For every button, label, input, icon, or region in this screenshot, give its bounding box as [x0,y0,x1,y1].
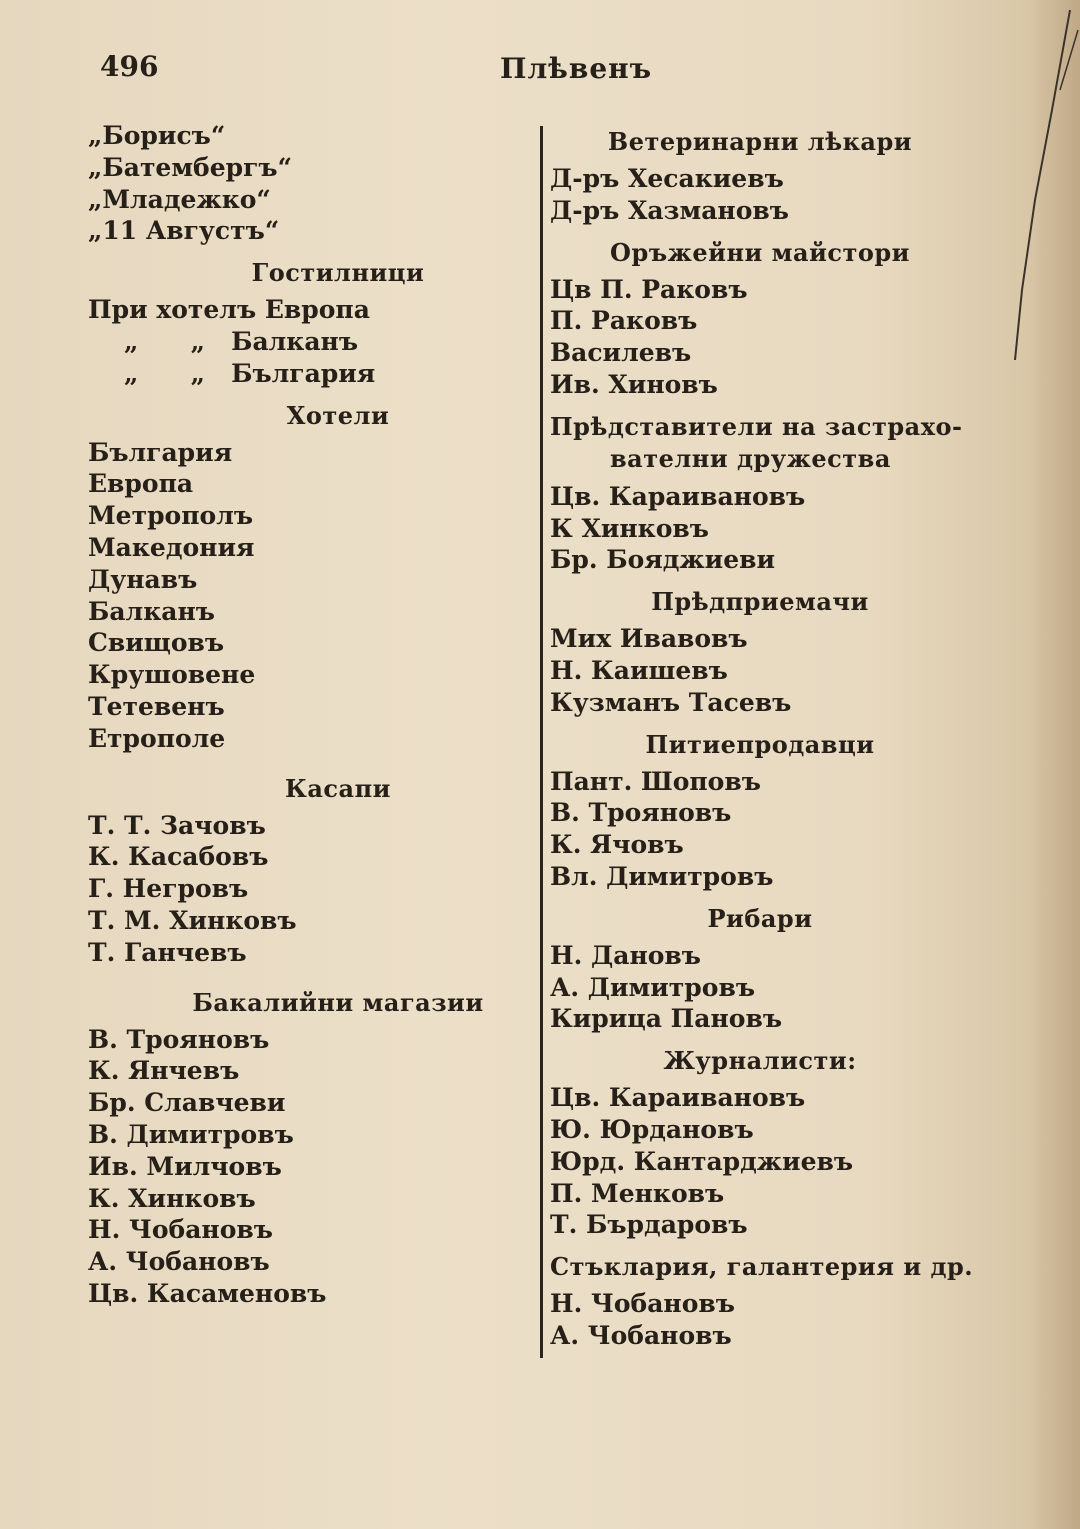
section-heading: Стъклария, галантерия и др. [550,1252,974,1282]
section-heading-line: Прѣдставители на застрахо- [550,411,963,441]
list-item: Кузманъ Тасевъ [550,687,792,717]
list-item: Бр. Бояджиеви [550,545,776,575]
section-heading: Гостилници [251,258,425,288]
list-item: Метрополъ [88,501,254,531]
list-item: П. Раковъ [550,306,698,336]
running-head: Плѣвенъ [500,52,653,85]
list-item: „Батембергъ“ [88,152,292,182]
list-item: Етрополе [88,723,226,753]
list-item: Свищовъ [88,628,225,658]
section-heading: Питиепродавци [645,729,875,759]
list-item: Д-ръ Хазмановъ [550,195,789,225]
list-item: Цв. Касаменовъ [88,1278,327,1308]
section-heading-line: вателни дружества [610,443,891,473]
list-item: А. Чобановъ [550,1320,732,1350]
section-heading: Бакалийни магазии [192,987,484,1017]
list-item: К. Касабовъ [88,842,269,872]
list-item: А. Чобановъ [88,1247,270,1277]
list-item: Вл. Димитровъ [550,861,774,891]
list-item: Цв П. Раковъ [550,274,748,304]
list-item: Цв. Караивановъ [550,1083,806,1113]
list-item: Тетевенъ [88,691,225,721]
list-item: Ю. Юрдановъ [550,1114,754,1144]
list-item: Т. М. Хинковъ [88,905,297,935]
list-item: „11 Августъ“ [88,216,280,246]
list-item: „Борисъ“ [88,121,226,150]
list-item: Европа [88,469,194,499]
list-item: В. Димитровъ [88,1119,294,1149]
list-item: Дунавъ [88,564,198,594]
list-item: „ „ Балканъ [124,326,359,356]
list-item: При хотелъ Европа [88,295,370,325]
section-heading: Рибари [707,903,813,933]
right-column [540,126,980,1352]
section-heading: Касапи [285,773,391,803]
list-item: К. Ячовъ [550,830,684,860]
list-item: П. Менковъ [550,1178,725,1208]
list-item: Н. Каишевъ [550,655,728,685]
list-item: Македония [88,532,255,562]
section-heading: Хотели [286,400,390,430]
list-item: Н. Чобановъ [550,1289,735,1319]
list-item: Бр. Славчеви [88,1088,286,1118]
list-item: Крушовене [88,660,256,690]
list-item: Пант. Шоповъ [550,766,761,796]
list-item: „Младежко“ [88,184,271,214]
list-item: К. Янчевъ [88,1056,240,1086]
list-item: Ив. Хиновъ [550,369,718,399]
list-item: Ив. Милчовъ [88,1151,282,1181]
list-item: България [88,437,233,467]
list-item: Василевъ [550,338,692,368]
list-item: Балканъ [88,596,215,626]
list-item: Т. Т. Зачовъ [88,810,266,840]
list-item: Т. Ганчевъ [88,937,247,967]
section-heading: Прѣдприемачи [651,587,869,617]
list-item: Мих Ивавовъ [550,624,748,654]
list-item: „ „ България [124,358,376,388]
section-heading: Оръжейни майстори [610,237,910,267]
list-item: К. Хинковъ [88,1183,256,1213]
list-item: В. Трояновъ [88,1024,270,1054]
list-item: Д-ръ Хесакиевъ [550,164,784,193]
pencil-mark-icon [990,0,1080,380]
list-item: Н. Чобановъ [88,1215,273,1245]
list-item: Н. Дановъ [550,940,701,970]
page-header [0,50,1080,100]
list-item: Цв. Караивановъ [550,481,806,511]
section-heading: Журналисти: [663,1046,857,1076]
list-item: К Хинковъ [550,513,709,543]
section-heading [540,411,980,475]
list-item: А. Димитровъ [550,972,755,1002]
list-item: Юрд. Кантарджиевъ [550,1146,854,1176]
section-heading: Ветеринарни лѣкари [607,127,913,156]
list-item: Кирица Пановъ [550,1004,783,1034]
list-item: Г. Негровъ [88,874,249,904]
list-item: В. Трояновъ [550,798,732,828]
page-number: 496 [100,50,159,83]
left-column [88,120,528,1310]
list-item: Т. Бърдаровъ [550,1210,748,1240]
